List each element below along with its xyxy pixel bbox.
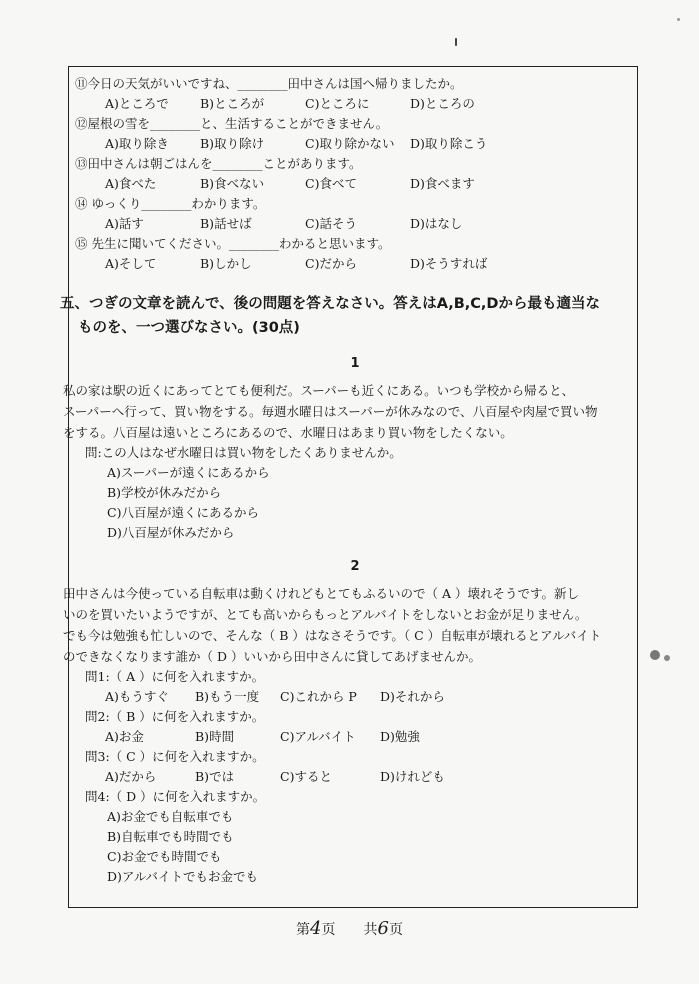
question-options bbox=[75, 174, 635, 194]
passage-line: スーパーへ行って、買い物をする。毎週水曜日はスーパーが休みなので、八百屋や肉屋で買い物 bbox=[63, 404, 598, 419]
question-text: ⑬田中さんは朝ごはんを________ことがあります。 bbox=[75, 156, 362, 171]
option-c: C)取り除かない bbox=[305, 136, 395, 151]
option-d: D)取り除こう bbox=[410, 136, 488, 151]
question-text: ⑭ ゆっくり________わかります。 bbox=[75, 196, 266, 211]
option-b: B)食べない bbox=[200, 176, 265, 191]
question-text: ⑫屋根の雪を________と、生活することができません。 bbox=[75, 116, 389, 131]
footer-suffix: 页 bbox=[388, 922, 403, 938]
passage-1-choice-d: D)八百屋が休みだから bbox=[107, 525, 235, 540]
option-d: D)アルバイトでもお金でも bbox=[107, 869, 259, 884]
option-c: C)すると bbox=[280, 769, 332, 784]
passage-line: でも今は勉強も忙しいので、そんな（ B ）はなさそうです。（ C ）自転車が壊れるとアルバイト bbox=[63, 628, 602, 643]
page-footer bbox=[0, 918, 699, 939]
scan-speck bbox=[455, 38, 457, 46]
option-a: A)食べた bbox=[105, 176, 157, 191]
current-page-number: 4 bbox=[310, 918, 322, 939]
question-text: 問2:（ B ）に何を入れますか。 bbox=[85, 709, 265, 724]
passage-line: 私の家は駅の近くにあってとても便利だ。スーパーも近くにある。いつも学校から帰ると、 bbox=[63, 383, 575, 398]
question-text: 問4:（ D ）に何を入れますか。 bbox=[85, 789, 266, 804]
question-14 bbox=[75, 194, 635, 234]
scan-speck bbox=[677, 18, 680, 21]
footer-prefix: 第 bbox=[296, 922, 311, 938]
exam-content bbox=[60, 74, 635, 887]
passage-1-choice-c: C)八百屋が遠くにあるから bbox=[107, 505, 259, 520]
passage-line: いのを買いたいようですが、とても高いからもっとアルバイトをしないとお金が足りません。 bbox=[63, 607, 588, 622]
passage-line: 田中さんは今使っている自転車は動くけれどもとてもふるいので（ A ）壊れそうです。新し bbox=[63, 586, 579, 601]
option-a: A)話す bbox=[105, 216, 144, 231]
option-b: B)では bbox=[195, 769, 235, 784]
option-d: D)ところの bbox=[410, 96, 475, 111]
question-15 bbox=[75, 234, 635, 274]
scan-speck bbox=[664, 655, 670, 661]
total-page-number: 6 bbox=[377, 918, 389, 939]
passage-1-question: 問:この人はなぜ水曜日は買い物をしたくありませんか。 bbox=[85, 445, 402, 460]
question-text: 問1:（ A ）に何を入れますか。 bbox=[85, 669, 265, 684]
option-b: B)取り除け bbox=[200, 136, 265, 151]
option-c: C)食べて bbox=[305, 176, 357, 191]
question-13 bbox=[75, 154, 635, 194]
question-options bbox=[75, 214, 635, 234]
section-heading bbox=[60, 292, 630, 340]
option-d: D)けれども bbox=[380, 769, 445, 784]
passage-line: のできなくなります誰か（ D ）いいから田中さんに貸してあげませんか。 bbox=[63, 649, 481, 664]
passage-1-text bbox=[63, 380, 623, 443]
passage-2-number: 2 bbox=[350, 559, 360, 574]
section-heading-line1: 五、つぎの文章を読んで、後の問題を答えなさい。答えはA,B,C,Dから最も適当な bbox=[60, 296, 600, 312]
option-a: A)もうすぐ bbox=[105, 689, 169, 704]
question-options bbox=[75, 727, 635, 747]
option-b: B)もう一度 bbox=[195, 689, 260, 704]
question-options bbox=[75, 94, 635, 114]
option-b: B)自転車でも時間でも bbox=[107, 829, 234, 844]
option-a: A)お金でも自転車でも bbox=[107, 809, 234, 824]
option-b: B)ところが bbox=[200, 96, 265, 111]
question-options bbox=[75, 134, 635, 154]
option-b: B)しかし bbox=[200, 256, 252, 271]
question-11 bbox=[75, 74, 635, 114]
option-a: A)だから bbox=[105, 769, 157, 784]
question-options bbox=[75, 687, 635, 707]
question-12 bbox=[75, 114, 635, 154]
question-text: 問3:（ C ）に何を入れますか。 bbox=[85, 749, 265, 764]
option-b: B)時間 bbox=[195, 729, 235, 744]
option-a: A)そして bbox=[105, 256, 157, 271]
option-c: C)話そう bbox=[305, 216, 357, 231]
option-d: D)食べます bbox=[410, 176, 475, 191]
option-a: A)ところで bbox=[105, 96, 169, 111]
question-text: ⑮ 先生に聞いてください。________わかると思います。 bbox=[75, 236, 391, 251]
passage-line: をする。八百屋は遠いところにあるので、水曜日はあまり買い物をしたくない。 bbox=[63, 425, 513, 440]
option-a: A)お金 bbox=[105, 729, 144, 744]
scan-speck bbox=[650, 650, 660, 660]
passage-1-choice-a: A)スーパーが遠くにあるから bbox=[107, 465, 270, 480]
option-d: D)それから bbox=[380, 689, 445, 704]
passage-2-question-3 bbox=[75, 747, 635, 787]
section-heading-line2: ものを、一つ選びなさい。(30点) bbox=[78, 320, 300, 336]
option-d: D)勉強 bbox=[380, 729, 420, 744]
option-c: C)これから P bbox=[280, 689, 357, 704]
passage-2-question-4 bbox=[75, 787, 635, 887]
option-c: C)アルバイト bbox=[280, 729, 356, 744]
option-b: B)話せば bbox=[200, 216, 252, 231]
footer-mid: 页 共 bbox=[321, 922, 378, 938]
question-text: ⑪今日の天気がいいですね、________田中さんは国へ帰りましたか。 bbox=[75, 76, 463, 91]
option-d: D)はなし bbox=[410, 216, 463, 231]
option-a: A)取り除き bbox=[105, 136, 169, 151]
option-c: C)ところに bbox=[305, 96, 370, 111]
passage-2-question-2 bbox=[75, 707, 635, 747]
passage-1-choice-b: B)学校が休みだから bbox=[107, 485, 222, 500]
option-d: D)そうすれば bbox=[410, 256, 488, 271]
option-c: C)お金でも時間でも bbox=[107, 849, 222, 864]
passage-2-question-1 bbox=[75, 667, 635, 707]
passage-1-number: 1 bbox=[350, 356, 360, 371]
passage-2-text bbox=[63, 583, 623, 667]
question-options bbox=[75, 767, 635, 787]
question-options bbox=[75, 254, 635, 274]
option-c: C)だから bbox=[305, 256, 357, 271]
